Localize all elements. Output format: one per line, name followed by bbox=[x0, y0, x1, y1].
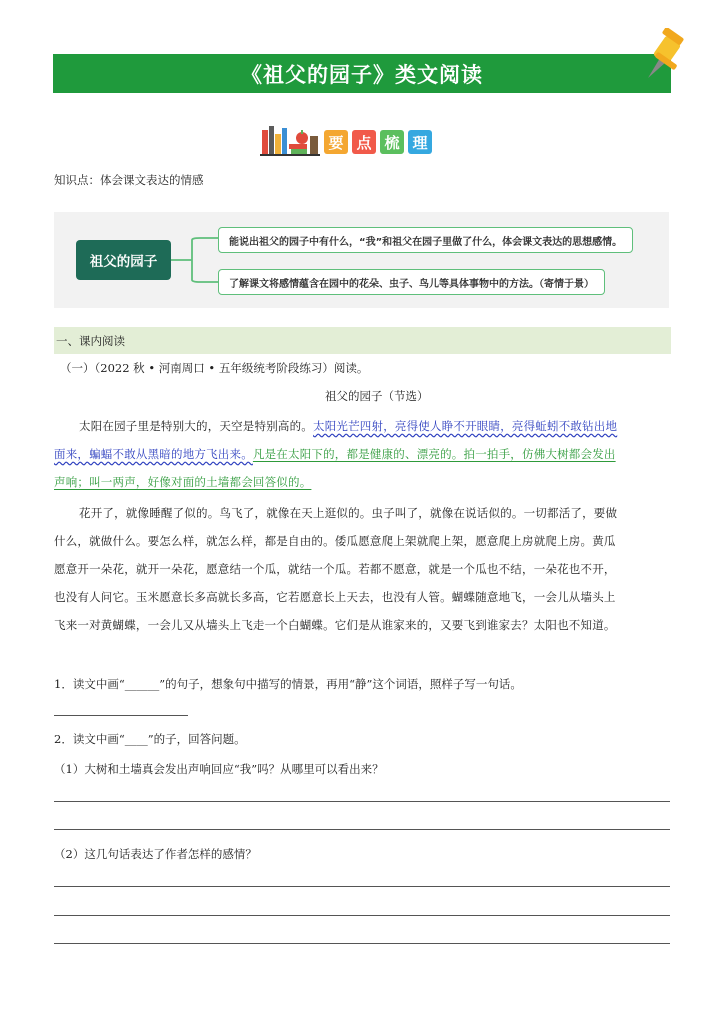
answer-line[interactable] bbox=[54, 915, 670, 916]
section-title: 一、课内阅读 bbox=[56, 333, 125, 348]
passage-title: 祖父的园子（节选） bbox=[325, 389, 429, 403]
passage-line: 花开了，就像睡醒了似的。鸟飞了，就像在天上逛似的。虫子叫了，就像在说话似的。一切都活了，要做 bbox=[79, 506, 618, 520]
passage-line bbox=[79, 418, 617, 434]
source-line: （一）（2022 秋 • 河南周口 • 五年级统考阶段练习）阅读。 bbox=[60, 361, 369, 375]
key-point-char: 理 bbox=[408, 130, 432, 154]
answer-line[interactable] bbox=[54, 886, 670, 887]
question-1: 1．读文中画“______”的句子，想象句中描写的情景，再用“静”这个词语，照样子写一句话。 bbox=[54, 677, 522, 691]
key-point-char: 要 bbox=[324, 130, 348, 154]
answer-line[interactable] bbox=[54, 943, 670, 944]
question-2-1: （1）大树和土墙真会发出声响回应“我”吗？从哪里可以看出来？ bbox=[54, 762, 384, 776]
passage-line bbox=[54, 446, 616, 462]
passage-text: 太阳在园子里是特别大的，天空是特别高的。 bbox=[79, 419, 313, 433]
mindmap-connector bbox=[170, 230, 222, 290]
key-points-heading bbox=[324, 130, 432, 154]
section-header bbox=[54, 327, 671, 354]
books-icon bbox=[258, 122, 322, 156]
mindmap-branch-2: 了解课文将感情蕴含在园中的花朵、虫子、鸟儿等具体事物中的方法。（寄情于景） bbox=[218, 269, 605, 295]
wavy-underlined-sentence: 太阳光芒四射，亮得使人睁不开眼睛，亮得蚯蚓不敢钻出地 bbox=[313, 419, 618, 433]
passage-line: 也没有人问它。玉米愿意长多高就长多高，它若愿意长上天去，也没有人管。蝴蝶随意地飞，一会儿从墙头上 bbox=[54, 590, 616, 604]
knowledge-point-line: 知识点：体会课文表达的情感 bbox=[54, 173, 204, 187]
passage-line: 什么，就做什么。要怎么样，就怎么样，都是自由的。倭瓜愿意爬上架就爬上架，愿意爬上房就爬上房。黄瓜 bbox=[54, 534, 616, 548]
answer-line[interactable] bbox=[54, 801, 670, 802]
pushpin-icon bbox=[640, 28, 688, 84]
answer-line[interactable] bbox=[54, 829, 670, 830]
underlined-sentence: 声响；叫一两声，好像对面的土墙都会回答似的。 bbox=[54, 475, 312, 489]
question-2: 2．读文中画“____”的子，回答问题。 bbox=[54, 732, 246, 746]
key-point-char: 点 bbox=[352, 130, 376, 154]
page-title-banner bbox=[53, 54, 671, 93]
underlined-sentence: 凡是在太阳下的，都是健康的、漂亮的。拍一拍手，仿佛大树都会发出 bbox=[252, 447, 616, 461]
answer-line[interactable] bbox=[54, 715, 188, 716]
mindmap-root: 祖父的园子 bbox=[76, 240, 171, 280]
key-point-char: 梳 bbox=[380, 130, 404, 154]
passage-line: 飞来一对黄蝴蝶，一会儿又从墙头上飞走一个白蝴蝶。它们是从谁家来的，又要飞到谁家去？太阳也不知道。 bbox=[54, 618, 616, 632]
question-2-2: （2）这几句话表达了作者怎样的感情？ bbox=[54, 847, 257, 861]
mindmap-branch-1: 能说出祖父的园子中有什么，“我”和祖父在园子里做了什么，体会课文表达的思想感情。 bbox=[218, 227, 633, 253]
page-title: 《祖父的园子》类文阅读 bbox=[241, 62, 483, 87]
passage-line: 愿意开一朵花，就开一朵花，愿意结一个瓜，就结一个瓜。若都不愿意，就是一个瓜也不结，一朵花也不开， bbox=[54, 562, 616, 576]
passage-line bbox=[54, 474, 311, 490]
wavy-underlined-sentence: 面来，蝙蝠不敢从黑暗的地方飞出来。 bbox=[54, 447, 253, 461]
